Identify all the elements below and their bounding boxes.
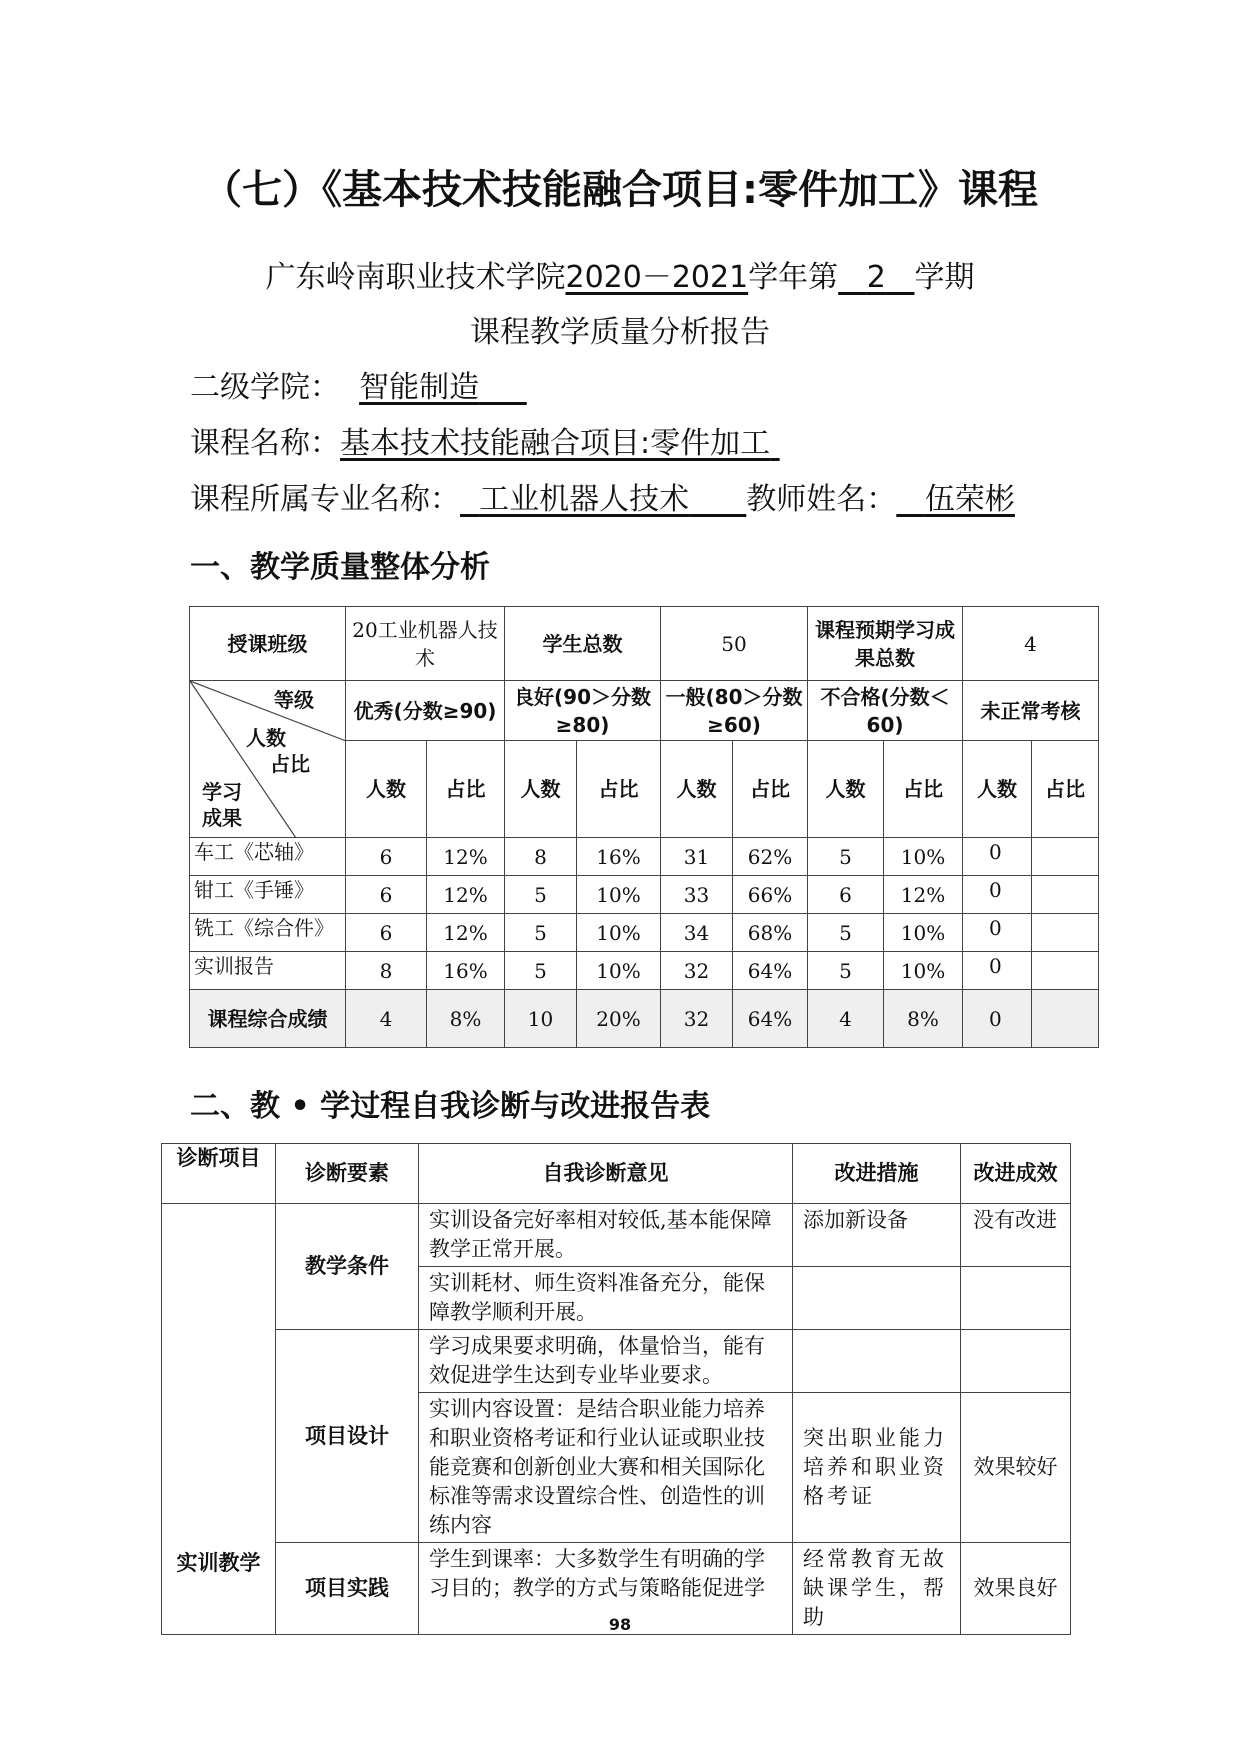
table-row [162,1204,1071,1267]
class-info-row [190,607,1099,681]
opinion-text: 实训耗材、师生资料准备充分，能保障教学顺利开展。 [419,1267,793,1330]
cell: 64% [733,952,808,990]
year-suffix: 学年第 [748,260,839,295]
college-label: 二级学院： [190,370,340,405]
grade-good: 良好(90＞分数≥80) [505,681,661,741]
outcome-name: 实训报告 [190,952,346,990]
cell: 10% [577,952,661,990]
outcome-name: 钳工《手锤》 [190,876,346,914]
cell: 6 [346,876,427,914]
count-header: 人数 [346,741,427,838]
measure-text: 经常教育无故缺课学生，帮助 [793,1543,961,1635]
element-project-practice: 项目实践 [276,1543,419,1635]
students-value: 50 [661,607,808,681]
diagnosis-header-row [162,1144,1071,1204]
diag-grade-label: 等级 [274,688,314,712]
table-row [190,876,1099,914]
cell: 8% [427,990,505,1048]
empty-cell [793,1330,961,1393]
ratio-header: 占比 [1032,741,1099,838]
cell: 6 [346,914,427,952]
quality-analysis-table [189,606,1099,1048]
project-training-teaching: 实训教学 [162,1204,276,1635]
cell: 5 [808,952,884,990]
cell [1032,952,1099,990]
grade-excellent: 优秀(分数≥90) [346,681,505,741]
outcomes-label: 课程预期学习成果总数 [808,607,963,681]
measure-text: 添加新设备 [793,1204,961,1267]
header-project: 诊断项目 [162,1144,276,1204]
report-subtitle: 课程教学质量分析报告 [470,315,770,350]
cell: 0 [963,914,1032,952]
major-teacher-row [190,474,1015,518]
header-opinion: 自我诊断意见 [419,1144,793,1204]
course-label: 课程名称： [190,426,340,461]
element-teaching-conditions: 教学条件 [276,1204,419,1330]
cell: 0 [963,876,1032,914]
opinion-text: 学习成果要求明确，体量恰当，能有效促进学生达到专业毕业要求。 [419,1330,793,1393]
ratio-header: 占比 [733,741,808,838]
cell: 6 [808,876,884,914]
header-measure: 改进措施 [793,1144,961,1204]
opinion-text: 实训内容设置：是结合职业能力培养和职业资格考证和行业认证或职业技能竞赛和创新创业大赛和相关国际化标准等需求设置综合性、创造性的训练内容 [419,1393,793,1543]
effect-text: 效果良好 [961,1543,1071,1635]
outcome-name: 车工《芯轴》 [190,838,346,876]
teacher-label: 教师姓名： [746,482,897,517]
grade-not-assessed: 未正常考核 [963,681,1099,741]
cell: 32 [661,990,733,1048]
term-number: 2 [866,260,886,295]
page-title: （七）《基本技术技能融合项目:零件加工》课程 [202,167,1038,213]
cell: 0 [963,990,1032,1048]
count-header: 人数 [808,741,884,838]
section-2-heading: 二、教 • 学过程自我诊断与改进报告表 [190,1089,711,1124]
class-label: 授课班级 [190,607,346,681]
diagnosis-table [161,1143,1071,1635]
cell: 16% [427,952,505,990]
page-number: 98 [608,1615,632,1634]
diag-ratio-label: 占比 [270,752,310,776]
cell [1032,876,1099,914]
cell: 8% [884,990,963,1048]
cell: 8 [346,952,427,990]
course-row [190,418,780,462]
ratio-header: 占比 [577,741,661,838]
header-element: 诊断要素 [276,1144,419,1204]
cell: 5 [505,952,577,990]
cell: 6 [346,838,427,876]
grade-average: 一般(80＞分数≥60) [661,681,808,741]
section-1-heading: 一、教学质量整体分析 [190,550,490,585]
cell: 5 [505,876,577,914]
cell: 64% [733,990,808,1048]
count-header: 人数 [505,741,577,838]
cell: 12% [884,876,963,914]
school-name: 广东岭南职业技术学院 [265,260,566,295]
college-value: 智能制造 [359,370,480,405]
class-value: 20工业机器人技术 [346,607,505,681]
ratio-header: 占比 [884,741,963,838]
diag-outcome-label: 学习成果 [202,780,242,830]
cell: 12% [427,914,505,952]
empty-cell [793,1267,961,1330]
effect-text: 效果较好 [961,1393,1071,1543]
cell: 0 [963,952,1032,990]
opinion-text: 学生到课率：大多数学生有明确的学习目的；教学的方式与策略能促进学 [419,1543,793,1635]
count-header: 人数 [661,741,733,838]
cell: 10 [505,990,577,1048]
cell: 5 [808,914,884,952]
outcomes-value: 4 [963,607,1099,681]
academic-year: 2020－2021 [565,260,749,295]
outcome-name: 铣工《综合件》 [190,914,346,952]
grade-header-row [190,681,1099,741]
cell: 31 [661,838,733,876]
cell [1032,990,1099,1048]
empty-cell [961,1330,1071,1393]
cell: 10% [577,914,661,952]
header-effect: 改进成效 [961,1144,1071,1204]
course-value: 基本技术技能融合项目:零件加工 [340,426,771,461]
diagonal-header-cell [190,681,346,838]
cell: 10% [884,914,963,952]
total-row [190,990,1099,1048]
cell: 12% [427,876,505,914]
opinion-text: 实训设备完好率相对较低,基本能保障教学正常开展。 [419,1204,793,1267]
cell: 5 [808,838,884,876]
cell: 62% [733,838,808,876]
ratio-header: 占比 [427,741,505,838]
cell: 5 [505,914,577,952]
table-row [190,914,1099,952]
cell [1032,914,1099,952]
cell: 68% [733,914,808,952]
term-suffix: 学期 [914,260,975,295]
major-value: 工业机器人技术 [479,482,690,517]
major-label: 课程所属专业名称： [190,482,460,517]
cell: 32 [661,952,733,990]
college-row [190,362,527,406]
cell: 34 [661,914,733,952]
total-label: 课程综合成绩 [190,990,346,1048]
cell: 16% [577,838,661,876]
measure-text: 突出职业能力培养和职业资格考证 [793,1393,961,1543]
cell: 10% [884,838,963,876]
cell: 10% [577,876,661,914]
students-label: 学生总数 [505,607,661,681]
element-project-design: 项目设计 [276,1330,419,1543]
table-row [190,838,1099,876]
effect-text: 没有改进 [961,1204,1071,1267]
teacher-value: 伍荣彬 [924,482,1015,517]
cell: 20% [577,990,661,1048]
table-row [190,952,1099,990]
empty-cell [961,1267,1071,1330]
cell: 8 [505,838,577,876]
grade-fail: 不合格(分数＜60) [808,681,963,741]
cell: 4 [808,990,884,1048]
cell: 12% [427,838,505,876]
diag-count-label: 人数 [246,726,286,750]
cell: 0 [963,838,1032,876]
cell: 10% [884,952,963,990]
count-header: 人数 [963,741,1032,838]
cell: 33 [661,876,733,914]
table-row [162,1330,1071,1393]
report-header-line [0,252,1240,296]
cell: 66% [733,876,808,914]
cell [1032,838,1099,876]
cell: 4 [346,990,427,1048]
